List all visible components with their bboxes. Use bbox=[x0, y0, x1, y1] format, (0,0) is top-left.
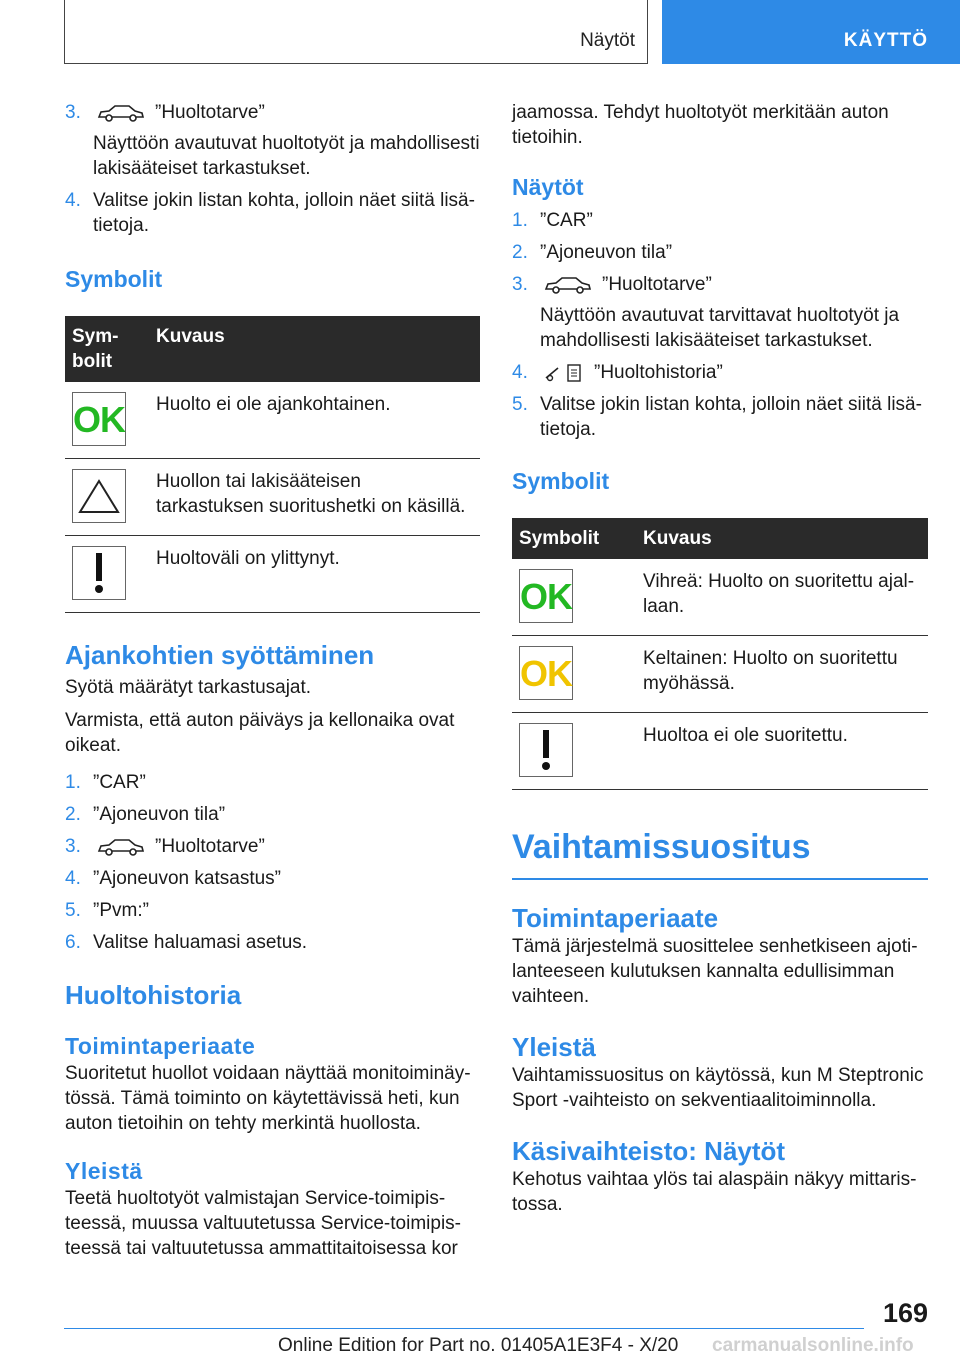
principle-heading: Toimintaperiaate bbox=[65, 1033, 256, 1059]
table-row bbox=[65, 382, 480, 459]
list-item: 3. ”Huoltotarve” Näyttöön avautuvat tarvittavat huoltotyöt ja mahdollisesti lakisääteiset tarkastukset. bbox=[512, 272, 928, 353]
table-row bbox=[512, 713, 928, 790]
table-header-symbol: Symbolit bbox=[512, 518, 636, 559]
list-item: 2. ”Ajoneuvon tila” bbox=[65, 804, 226, 825]
displays-heading: Näytöt bbox=[512, 174, 584, 200]
list-item bbox=[65, 100, 480, 181]
table-row bbox=[65, 459, 480, 536]
section-title: Näytöt bbox=[580, 30, 635, 51]
paragraph: jaamossa. Tehdyt huoltotyöt merkitään auton tietoihin. bbox=[512, 102, 889, 148]
list-item: 1. ”CAR” bbox=[65, 772, 146, 793]
paragraph: Kehotus vaihtaa ylös tai alaspäin näkyy mittaristossa. bbox=[512, 1169, 917, 1215]
service-history-icon bbox=[544, 362, 584, 384]
table-header-description: Kuvaus bbox=[636, 518, 928, 559]
paragraph: Teetä huoltotyöt valmistajan Service-toimipisteessä, muussa valtuutetussa Service-toimipisteessä tai valtuutetussa ammattitaitoisessa kor bbox=[65, 1188, 461, 1259]
right-column bbox=[512, 100, 928, 1217]
exclamation-icon bbox=[519, 723, 573, 777]
footer-edition: Online Edition for Part no. 01405A1E3F4 - X/20 bbox=[278, 1335, 679, 1356]
list-number: 3. bbox=[65, 102, 81, 123]
list-text: Valitse jokin listan kohta, jolloin näet siitä lisätietoja. bbox=[93, 190, 475, 236]
list-item: 5. Valitse jokin listan kohta, jolloin näet siitä lisätietoja. bbox=[512, 394, 922, 440]
ok-green-icon: OK bbox=[72, 392, 126, 446]
warning-triangle-icon bbox=[72, 469, 126, 523]
footer-divider bbox=[64, 1328, 864, 1329]
list-item bbox=[65, 188, 480, 238]
table-header-symbol: Symbolit bbox=[65, 316, 149, 382]
paragraph: Vaihtamissuositus on käytössä, kun M Steptronic Sport -vaihteisto on sekventiaalitoiminnolla. bbox=[512, 1065, 924, 1111]
table-cell: Huoltoa ei ole suoritettu. bbox=[636, 713, 928, 790]
chapter-title: KÄYTTÖ bbox=[843, 30, 928, 51]
paragraph: Varmista, että auton päiväys ja kellonaika ovat oikeat. bbox=[65, 710, 455, 756]
table-cell: Keltainen: Huolto on suoritettu myöhässä. bbox=[636, 636, 928, 713]
list-item: 5. ”Pvm:” bbox=[65, 900, 149, 921]
paragraph: Tämä järjestelmä suosittelee senhetkiseen ajotilanteeseen kulutuksen kannalta edullisimman vaihteen. bbox=[512, 936, 918, 1007]
page-number: 169 bbox=[882, 1298, 928, 1328]
symbols-heading: Symbolit bbox=[512, 468, 610, 494]
ok-yellow-icon: OK bbox=[519, 646, 573, 700]
list-item: 2. ”Ajoneuvon tila” bbox=[512, 242, 673, 263]
list-number: 4. bbox=[65, 190, 81, 211]
history-heading: Huoltohistoria bbox=[65, 980, 242, 1010]
list-text: ”Huoltotarve” bbox=[155, 102, 265, 123]
table-header-description: Kuvaus bbox=[149, 316, 480, 382]
list-item: 4. ”Huoltohistoria” bbox=[512, 362, 723, 383]
symbols-heading: Symbolit bbox=[65, 266, 163, 292]
symbols-table bbox=[65, 316, 480, 613]
car-icon bbox=[544, 275, 592, 295]
header-frame bbox=[64, 0, 648, 64]
gear-heading: Vaihtamissuositus bbox=[512, 826, 928, 880]
symbols-table bbox=[512, 518, 928, 790]
general-heading: Yleistä bbox=[65, 1158, 143, 1184]
dates-steps bbox=[65, 770, 480, 955]
car-icon bbox=[97, 837, 145, 857]
exclamation-icon bbox=[72, 546, 126, 600]
gear-principle-heading: Toimintaperiaate bbox=[512, 903, 719, 933]
list-subtext: Näyttöön avautuvat huoltotyöt ja mahdollisesti lakisääteiset tarkastukset. bbox=[93, 133, 480, 179]
ok-green-icon: OK bbox=[519, 569, 573, 623]
watermark: carmanualsonline.info bbox=[712, 1335, 914, 1356]
list-subtext: Näyttöön avautuvat tarvittavat huoltotyöt ja mahdollisesti lakisääteiset tarkastukset. bbox=[540, 305, 900, 351]
gear-general-heading: Yleistä bbox=[512, 1032, 596, 1062]
list-item: 4. ”Ajoneuvon katsastus” bbox=[65, 868, 281, 889]
list-item: 1. ”CAR” bbox=[512, 210, 593, 231]
list-item: 6. Valitse haluamasi asetus. bbox=[65, 932, 308, 953]
displays-steps bbox=[512, 208, 928, 442]
car-icon bbox=[97, 103, 145, 123]
table-row bbox=[512, 636, 928, 713]
table-row bbox=[65, 536, 480, 613]
table-cell: Vihreä: Huolto on suoritettu ajallaan. bbox=[636, 559, 928, 636]
table-row bbox=[512, 559, 928, 636]
table-cell: Huoltoväli on ylittynyt. bbox=[149, 536, 480, 613]
table-cell: Huollon tai lakisääteisen tarkastuksen suoritushetki on käsillä. bbox=[149, 459, 480, 536]
paragraph: Syötä määrätyt tarkastusajat. bbox=[65, 677, 312, 698]
chapter-tab bbox=[662, 0, 960, 64]
left-column bbox=[65, 100, 480, 1261]
dates-heading: Ajankohtien syöttäminen bbox=[65, 640, 375, 670]
manual-heading: Käsivaihteisto: Näytöt bbox=[512, 1136, 786, 1166]
paragraph: Suoritetut huollot voidaan näyttää monitoiminäytössä. Tämä toiminto on käytettävissä heti, kun auton tietoihin on tehty merkintä huollosta. bbox=[65, 1063, 471, 1134]
list-item: 3. ”Huoltotarve” bbox=[65, 836, 265, 857]
table-cell: Huolto ei ole ajankohtainen. bbox=[149, 382, 480, 459]
